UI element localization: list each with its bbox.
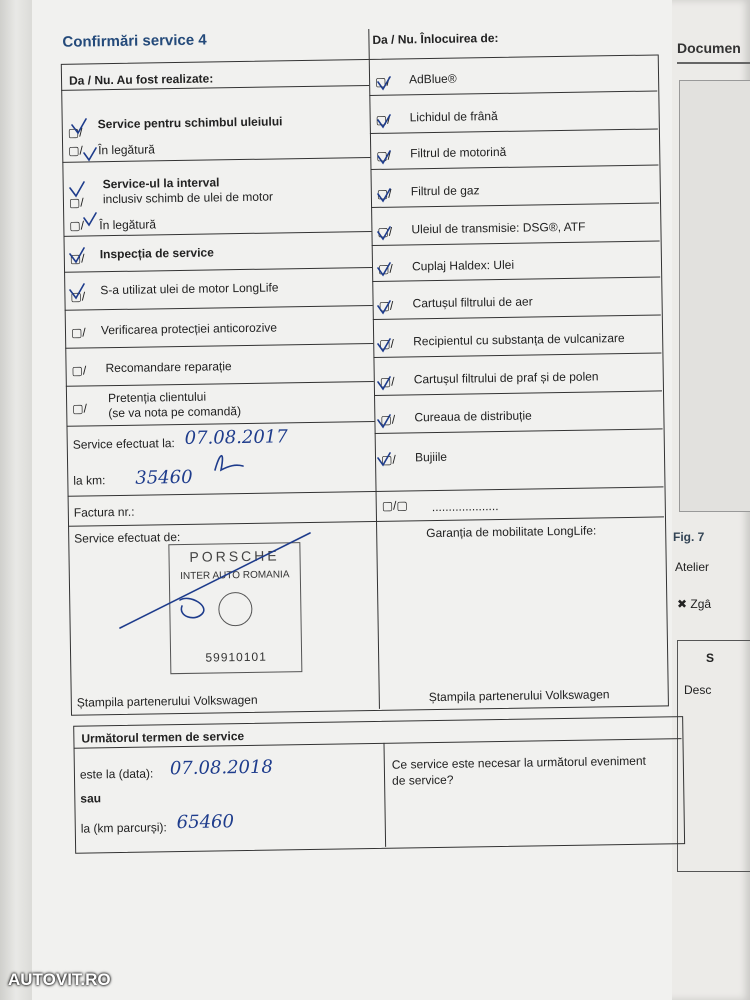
checkbox-anticorrosion[interactable]: ▢/ bbox=[70, 325, 86, 340]
stamp-dealer: INTER AUTO ROMANIA bbox=[180, 569, 290, 583]
item-sealant-container: Recipientul cu substanța de vulcanizare bbox=[413, 331, 625, 349]
service-date-label: Service efectuat la: bbox=[72, 436, 175, 452]
item-interval-service: Service-ul la interval bbox=[102, 175, 220, 192]
item-repair-recommendation: Recomandare reparație bbox=[105, 359, 232, 376]
next-or-label: sau bbox=[80, 791, 102, 806]
checkbox-brake-fluid[interactable]: ▢/ bbox=[375, 112, 391, 127]
checkbox-in-connection-1[interactable]: ▢/ bbox=[68, 143, 83, 158]
service-date-value: 07.08.2017 bbox=[184, 426, 288, 449]
service-done-by-label: Service efectuat de: bbox=[74, 530, 181, 546]
checkbox-other[interactable]: ▢/▢ bbox=[381, 498, 408, 513]
checkbox-haldex[interactable]: ▢/ bbox=[377, 261, 393, 276]
item-service-inspection: Inspecția de service bbox=[99, 245, 214, 262]
checkbox-repair-recommendation[interactable]: ▢/ bbox=[71, 363, 87, 378]
vw-logo-icon bbox=[218, 592, 253, 627]
item-oil-service: Service pentru schimbul uleiului bbox=[97, 114, 283, 132]
stamp-code: 59910101 bbox=[205, 649, 267, 665]
next-date-value: 07.08.2018 bbox=[169, 756, 274, 780]
checkbox-air-filter[interactable]: ▢/ bbox=[378, 298, 394, 313]
adjacent-page-rule bbox=[677, 62, 750, 64]
checkbox-sealant-container[interactable]: ▢/ bbox=[379, 336, 395, 351]
next-km-value: 65460 bbox=[176, 811, 235, 834]
invoice-label: Factura nr.: bbox=[73, 504, 135, 520]
adjacent-page-box-desc: Desc bbox=[684, 683, 712, 697]
stamp-label-right: Ștampila partenerului Volkswagen bbox=[428, 687, 610, 705]
item-longlife-oil: S-a utilizat ulei de motor LongLife bbox=[100, 280, 279, 298]
item-spark-plugs: Bujiile bbox=[414, 449, 448, 465]
item-other-blank: .................... bbox=[431, 499, 499, 515]
adjacent-page-figure bbox=[679, 80, 750, 512]
item-pollen-filter: Cartușul filtrului de praf și de polen bbox=[413, 369, 599, 387]
checkbox-gas-filter[interactable]: ▢/ bbox=[376, 186, 392, 201]
stamp-brand: PORSCHE bbox=[189, 547, 280, 565]
checkbox-transmission-oil[interactable]: ▢/ bbox=[377, 224, 393, 239]
item-gas-filter: Filtrul de gaz bbox=[410, 183, 480, 199]
item-transmission-oil: Uleiul de transmisie: DSG®, ATF bbox=[411, 219, 586, 237]
item-interval-service-note: inclusiv schimb de ulei de motor bbox=[102, 189, 274, 207]
service-confirmation-form bbox=[50, 4, 676, 884]
checkbox-in-connection-2[interactable]: ▢/ bbox=[69, 218, 85, 233]
next-km-label: la (km parcurși): bbox=[80, 820, 167, 836]
checkbox-spark-plugs[interactable]: ▢/ bbox=[380, 452, 396, 467]
adjacent-page-zga: ✖ Zgâ bbox=[677, 597, 712, 611]
item-diesel-filter: Filtrul de motorină bbox=[410, 144, 507, 161]
checkbox-adblue[interactable]: ▢/ bbox=[374, 74, 390, 89]
mobility-guarantee-label: Garanția de mobilitate LongLife: bbox=[426, 523, 597, 541]
km-value: 35460 bbox=[135, 466, 193, 489]
checkbox-timing-belt[interactable]: ▢/ bbox=[380, 412, 396, 427]
checkbox-customer-request[interactable]: ▢/ bbox=[72, 401, 87, 416]
checkbox-oil-service[interactable]: ▢/ bbox=[67, 125, 83, 140]
adjacent-page bbox=[665, 0, 750, 1000]
next-service-header: Următorul termen de service bbox=[81, 729, 245, 746]
km-label: la km: bbox=[73, 473, 106, 488]
checkbox-longlife-oil[interactable]: ▢/ bbox=[70, 289, 86, 304]
adjacent-page-title: Documen bbox=[677, 40, 741, 56]
service-book-page bbox=[32, 0, 672, 1000]
checkbox-interval-service[interactable]: ▢/ bbox=[68, 195, 84, 210]
item-air-filter: Cartușul filtrului de aer bbox=[412, 294, 533, 311]
item-anticorrosion: Verificarea protecției anticorozive bbox=[100, 320, 278, 338]
adjacent-page-atelier: Atelier bbox=[675, 560, 710, 574]
adjacent-page-box-header: S bbox=[706, 651, 715, 665]
form-title: Confirmări service 4 bbox=[62, 31, 207, 51]
right-column-header: Da / Nu. Înlocuirea de: bbox=[372, 30, 499, 47]
autovit-watermark: AUTOVIT.RO bbox=[8, 970, 111, 989]
checkbox-service-inspection[interactable]: ▢/ bbox=[69, 251, 85, 266]
item-customer-request: Pretenția clientului bbox=[107, 389, 207, 406]
dealer-stamp bbox=[168, 542, 302, 674]
checkbox-pollen-filter[interactable]: ▢/ bbox=[379, 374, 395, 389]
item-in-connection-2: În legătură bbox=[99, 217, 157, 233]
next-date-label: este la (data): bbox=[79, 766, 154, 782]
item-timing-belt: Cureaua de distribuție bbox=[414, 408, 532, 425]
item-in-connection-1: În legătură bbox=[98, 142, 155, 158]
item-brake-fluid: Lichidul de frână bbox=[409, 108, 498, 125]
checkbox-diesel-filter[interactable]: ▢/ bbox=[376, 148, 392, 163]
next-service-question: Ce service este necesar la următorul eveniment de service? bbox=[391, 753, 647, 788]
adjacent-page-fig-label: Fig. 7 bbox=[673, 530, 705, 544]
item-adblue: AdBlue® bbox=[408, 71, 457, 87]
left-column-header: Da / Nu. Au fost realizate: bbox=[68, 71, 214, 88]
adjacent-page-box bbox=[677, 640, 750, 872]
item-haldex: Cuplaj Haldex: Ulei bbox=[411, 257, 515, 274]
item-customer-request-note: (se va nota pe comandă) bbox=[108, 404, 242, 421]
stamp-label-left: Ștampila partenerului Volkswagen bbox=[76, 692, 258, 710]
